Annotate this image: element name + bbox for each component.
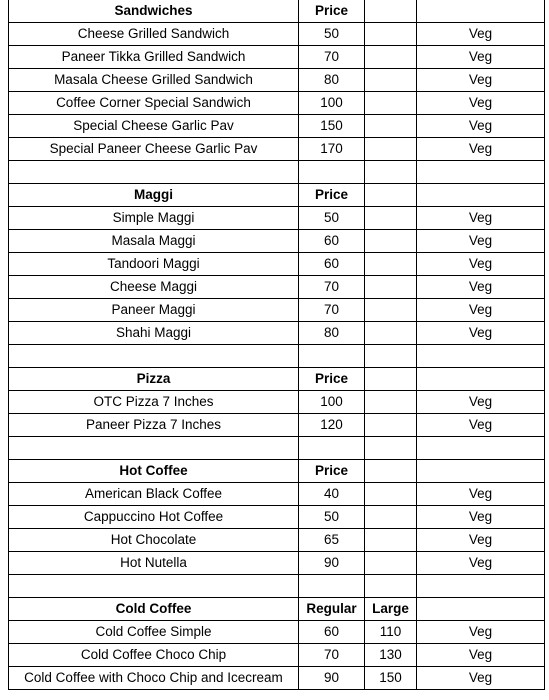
cell-item: Special Paneer Cheese Garlic Pav [9,138,299,161]
section-header-row [9,184,545,207]
empty-cell [9,437,299,460]
cell-price: 50 [299,207,365,230]
cell-item: Simple Maggi [9,207,299,230]
cell-large-price [365,230,417,253]
table-row [9,69,545,92]
cell-item: Masala Maggi [9,230,299,253]
cell-large-price: 130 [365,644,417,667]
empty-cell [417,161,545,184]
cell-item: Cappuccino Hot Coffee [9,506,299,529]
section-header-row [9,0,545,23]
cell-type: Veg [417,69,545,92]
empty-cell [365,345,417,368]
cell-large-price [365,552,417,575]
cell-price: 70 [299,276,365,299]
cell-price: 150 [299,115,365,138]
cell-item: American Black Coffee [9,483,299,506]
header-cell-large-price [365,184,417,207]
cell-item: Masala Cheese Grilled Sandwich [9,69,299,92]
cell-item: Paneer Tikka Grilled Sandwich [9,46,299,69]
cell-large-price [365,69,417,92]
cell-price: 65 [299,529,365,552]
cell-large-price [365,529,417,552]
table-row [9,138,545,161]
header-cell-item: Hot Coffee [9,460,299,483]
empty-cell [9,575,299,598]
header-cell-large-price: Large [365,598,417,621]
cell-price: 90 [299,667,365,690]
cell-type: Veg [417,621,545,644]
table-row [9,92,545,115]
cell-type: Veg [417,276,545,299]
cell-price: 90 [299,552,365,575]
header-cell-price: Price [299,368,365,391]
table-row [9,391,545,414]
cell-item: Cheese Grilled Sandwich [9,23,299,46]
cell-large-price [365,322,417,345]
table-row [9,506,545,529]
cell-price: 40 [299,483,365,506]
table-row [9,115,545,138]
empty-cell [365,437,417,460]
cell-type: Veg [417,529,545,552]
empty-cell [299,575,365,598]
cell-type: Veg [417,667,545,690]
empty-cell [299,345,365,368]
cell-type: Veg [417,552,545,575]
cell-type: Veg [417,46,545,69]
cell-price: 170 [299,138,365,161]
cell-type: Veg [417,644,545,667]
cell-price: 100 [299,92,365,115]
header-cell-price: Regular [299,598,365,621]
empty-cell [9,161,299,184]
cell-large-price [365,92,417,115]
table-row [9,483,545,506]
cell-large-price [365,115,417,138]
spacer-row [9,575,545,598]
cell-item: Hot Nutella [9,552,299,575]
empty-cell [365,161,417,184]
table-row [9,322,545,345]
cell-large-price [365,276,417,299]
cell-price: 100 [299,391,365,414]
spacer-row [9,161,545,184]
cell-item: Cold Coffee Choco Chip [9,644,299,667]
table-row [9,230,545,253]
table-row [9,621,545,644]
table-row [9,276,545,299]
empty-cell [417,437,545,460]
cell-type: Veg [417,253,545,276]
empty-cell [299,161,365,184]
cell-large-price [365,207,417,230]
cell-type: Veg [417,506,545,529]
cell-type: Veg [417,230,545,253]
table-row [9,644,545,667]
table-row [9,23,545,46]
section-header-row [9,598,545,621]
cell-large-price [365,138,417,161]
table-row [9,299,545,322]
cell-large-price [365,253,417,276]
cell-large-price [365,46,417,69]
cell-item: Special Cheese Garlic Pav [9,115,299,138]
empty-cell [365,575,417,598]
spacer-row [9,437,545,460]
cell-item: Cheese Maggi [9,276,299,299]
cell-type: Veg [417,391,545,414]
cell-item: Cold Coffee Simple [9,621,299,644]
cell-type: Veg [417,92,545,115]
header-cell-type [417,460,545,483]
cell-price: 70 [299,299,365,322]
cell-large-price [365,299,417,322]
menu-table-body [9,0,545,690]
section-header-row [9,460,545,483]
spacer-row [9,345,545,368]
cell-price: 70 [299,644,365,667]
table-row [9,667,545,690]
header-cell-large-price [365,460,417,483]
cell-type: Veg [417,299,545,322]
cell-price: 50 [299,506,365,529]
table-row [9,46,545,69]
cell-large-price [365,391,417,414]
cell-type: Veg [417,138,545,161]
header-cell-item: Maggi [9,184,299,207]
cell-price: 60 [299,230,365,253]
header-cell-large-price [365,368,417,391]
section-header-row [9,368,545,391]
cell-price: 50 [299,23,365,46]
cell-type: Veg [417,115,545,138]
cell-large-price [365,414,417,437]
empty-cell [299,437,365,460]
cell-price: 80 [299,322,365,345]
cell-item: Coffee Corner Special Sandwich [9,92,299,115]
cell-type: Veg [417,322,545,345]
empty-cell [417,575,545,598]
cell-large-price [365,483,417,506]
header-cell-large-price [365,0,417,23]
header-cell-type [417,598,545,621]
cell-type: Veg [417,207,545,230]
cell-large-price [365,23,417,46]
cell-price: 70 [299,46,365,69]
cell-item: Shahi Maggi [9,322,299,345]
cell-item: Cold Coffee with Choco Chip and Icecream [9,667,299,690]
cell-item: Tandoori Maggi [9,253,299,276]
cell-type: Veg [417,414,545,437]
header-cell-type [417,0,545,23]
cell-large-price: 110 [365,621,417,644]
header-cell-item: Pizza [9,368,299,391]
table-row [9,207,545,230]
cell-price: 80 [299,69,365,92]
cell-item: OTC Pizza 7 Inches [9,391,299,414]
cell-item: Paneer Maggi [9,299,299,322]
cell-item: Paneer Pizza 7 Inches [9,414,299,437]
cell-price: 60 [299,253,365,276]
menu-table [8,0,545,690]
header-cell-price: Price [299,460,365,483]
header-cell-type [417,368,545,391]
cell-type: Veg [417,23,545,46]
table-row [9,552,545,575]
cell-large-price: 150 [365,667,417,690]
cell-item: Hot Chocolate [9,529,299,552]
table-row [9,253,545,276]
cell-price: 60 [299,621,365,644]
table-row [9,529,545,552]
empty-cell [9,345,299,368]
cell-type: Veg [417,483,545,506]
empty-cell [417,345,545,368]
table-row [9,414,545,437]
header-cell-price: Price [299,0,365,23]
header-cell-item: Sandwiches [9,0,299,23]
cell-large-price [365,506,417,529]
header-cell-item: Cold Coffee [9,598,299,621]
cell-price: 120 [299,414,365,437]
header-cell-type [417,184,545,207]
header-cell-price: Price [299,184,365,207]
